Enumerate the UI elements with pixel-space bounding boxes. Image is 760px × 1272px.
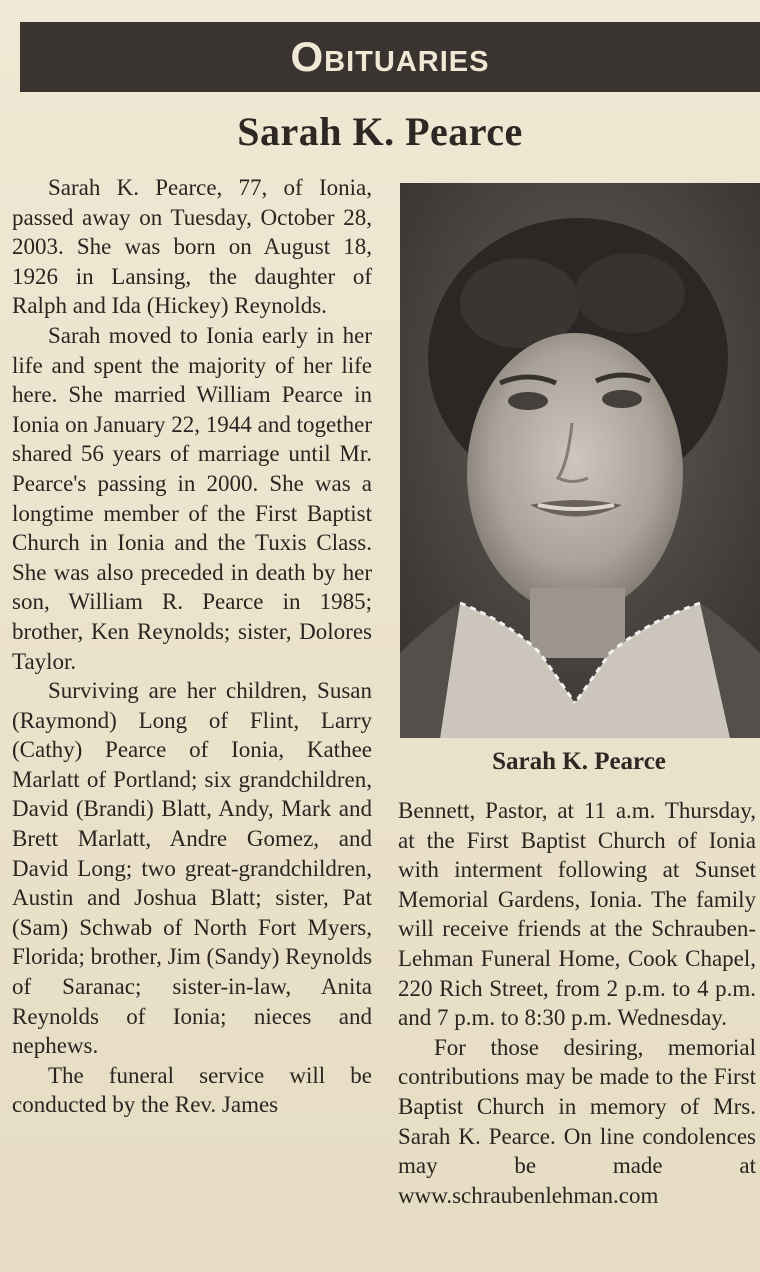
photo-caption: Sarah K. Pearce	[492, 748, 666, 775]
portrait-photo	[400, 183, 760, 738]
right-column	[398, 796, 756, 1210]
paragraph-funeral-start: The funeral service will be conducted by the Rev. James	[12, 1062, 372, 1118]
section-title: Obituaries	[290, 33, 490, 80]
paragraph-memorials: For those desiring, memorial contributions may be made to the First Baptist Church in memory of Mrs. Sarah K. Pearce. On line condolences may be made at www.schraubenlehman.com	[398, 1034, 756, 1208]
portrait-photo-icon	[400, 183, 760, 738]
paragraph-intro: Sarah K. Pearce, 77, of Ionia, passed away on Tuesday, October 28, 2003. She was born on August 18, 1926 in Lansing, the daughter of Ralph and Ida (Hickey) Reynolds.	[12, 175, 372, 319]
left-column	[12, 173, 372, 1120]
paragraph-survivors: Surviving are her children, Susan (Raymond) Long of Flint, Larry (Cathy) Pearce of Ionia, Kathee Marlatt of Portland; six grandchildren, David (Brandi) Blatt, Andy, Mark and Brett Marlatt, Andre Gomez, and David Long; two great-grandchildren, Austin and Joshua Blatt; sister, Pat (Sam) Schwab of North Fort Myers, Florida; brother, Jim (Sandy) Reynolds of Saranac; sister-in-law, Anita Reynolds of Ionia; nieces and nephews.	[12, 678, 373, 1059]
section-banner	[20, 22, 760, 92]
paragraph-life: Sarah moved to Ionia early in her life and spent the majority of her life here. She married William Pearce in Ionia on January 22, 1944 and together shared 56 years of marriage until Mr. Pearce's passing in 2000. She was a longtime member of the First Baptist Church in Ionia and the Tuxis Class. She was also preceded in death by her son, William R. Pearce in 1985; brother, Ken Reynolds; sister, Dolores Taylor.	[12, 322, 372, 674]
paragraph-funeral-details: Bennett, Pastor, at 11 a.m. Thursday, at the First Baptist Church of Ionia with interment following at Sunset Memorial Gardens, Ionia. The family will receive friends at the Schrauben-Lehman Funeral Home, Cook Chapel, 220 Rich Street, from 2 p.m. to 4 p.m. and 7 p.m. to 8:30 p.m. Wednesday.	[398, 798, 756, 1031]
obituary-headline: Sarah K. Pearce	[237, 109, 523, 154]
